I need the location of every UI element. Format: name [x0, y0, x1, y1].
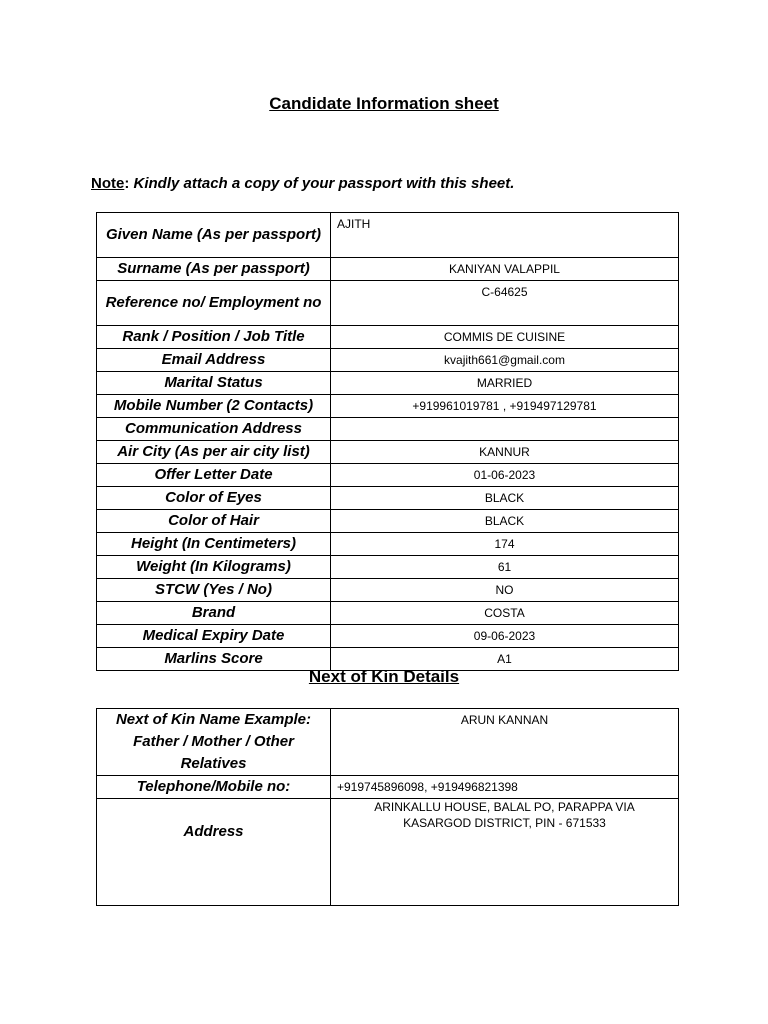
field-label: Color of Eyes: [97, 487, 331, 510]
field-label: Mobile Number (2 Contacts): [97, 395, 331, 418]
field-label: Surname (As per passport): [97, 258, 331, 281]
field-value: 01-06-2023: [331, 464, 679, 487]
field-label: Reference no/ Employment no: [97, 281, 331, 326]
field-label: Email Address: [97, 349, 331, 372]
field-value: A1: [331, 648, 679, 671]
table-row: [97, 349, 679, 372]
field-value: COMMIS DE CUISINE: [331, 326, 679, 349]
field-label: Air City (As per air city list): [97, 441, 331, 464]
field-value: KANIYAN VALAPPIL: [331, 258, 679, 281]
table-row: [97, 579, 679, 602]
field-value: MARRIED: [331, 372, 679, 395]
field-label: Next of Kin Name Example: Father / Mother / Other Relatives: [97, 709, 331, 776]
field-value: COSTA: [331, 602, 679, 625]
table-row: [97, 395, 679, 418]
table-row: [97, 709, 679, 776]
note-text: Kindly attach a copy of your passport with this sheet.: [133, 175, 515, 192]
field-value: ARUN KANNAN: [331, 709, 679, 776]
field-value: 61: [331, 556, 679, 579]
field-value: ARINKALLU HOUSE, BALAL PO, PARAPPA VIA KASARGOD DISTRICT, PIN - 671533: [331, 799, 679, 906]
field-label: Marlins Score: [97, 648, 331, 671]
table-row: [97, 776, 679, 799]
table-row: [97, 799, 679, 906]
note: Note: Kindly attach a copy of your passport with this sheet.: [91, 175, 515, 192]
table-row: [97, 213, 679, 258]
field-label: Offer Letter Date: [97, 464, 331, 487]
field-value: BLACK: [331, 510, 679, 533]
table-row: [97, 326, 679, 349]
field-label: Weight (In Kilograms): [97, 556, 331, 579]
field-label: Medical Expiry Date: [97, 625, 331, 648]
field-value: [331, 418, 679, 441]
note-label: Note: [91, 175, 125, 192]
field-value: BLACK: [331, 487, 679, 510]
field-label: Address: [97, 799, 331, 906]
field-value: NO: [331, 579, 679, 602]
field-label: Given Name (As per passport): [97, 213, 331, 258]
field-label: Color of Hair: [97, 510, 331, 533]
table-row: [97, 464, 679, 487]
table-row: [97, 625, 679, 648]
field-label: Rank / Position / Job Title: [97, 326, 331, 349]
field-value: KANNUR: [331, 441, 679, 464]
field-value: 09-06-2023: [331, 625, 679, 648]
kin-section-title: Next of Kin Details: [308, 667, 460, 686]
table-row: [97, 418, 679, 441]
field-value: +919961019781 , +919497129781: [331, 395, 679, 418]
field-value: 174: [331, 533, 679, 556]
table-row: [97, 441, 679, 464]
field-value: AJITH: [331, 213, 679, 258]
field-label: Communication Address: [97, 418, 331, 441]
candidate-info-table: [96, 212, 679, 671]
field-label: STCW (Yes / No): [97, 579, 331, 602]
field-value: +919745896098, +919496821398: [331, 776, 679, 799]
field-value: kvajith661@gmail.com: [331, 349, 679, 372]
table-row: [97, 281, 679, 326]
field-label: Brand: [97, 602, 331, 625]
table-row: [97, 510, 679, 533]
field-label: Height (In Centimeters): [97, 533, 331, 556]
table-row: [97, 258, 679, 281]
table-row: [97, 487, 679, 510]
field-label: Telephone/Mobile no:: [97, 776, 331, 799]
field-value: C-64625: [331, 281, 679, 326]
next-of-kin-table: [96, 708, 679, 906]
table-row: [97, 533, 679, 556]
field-label: Marital Status: [97, 372, 331, 395]
table-row: [97, 372, 679, 395]
table-row: [97, 602, 679, 625]
table-row: [97, 556, 679, 579]
page-title: Candidate Information sheet: [269, 94, 499, 113]
